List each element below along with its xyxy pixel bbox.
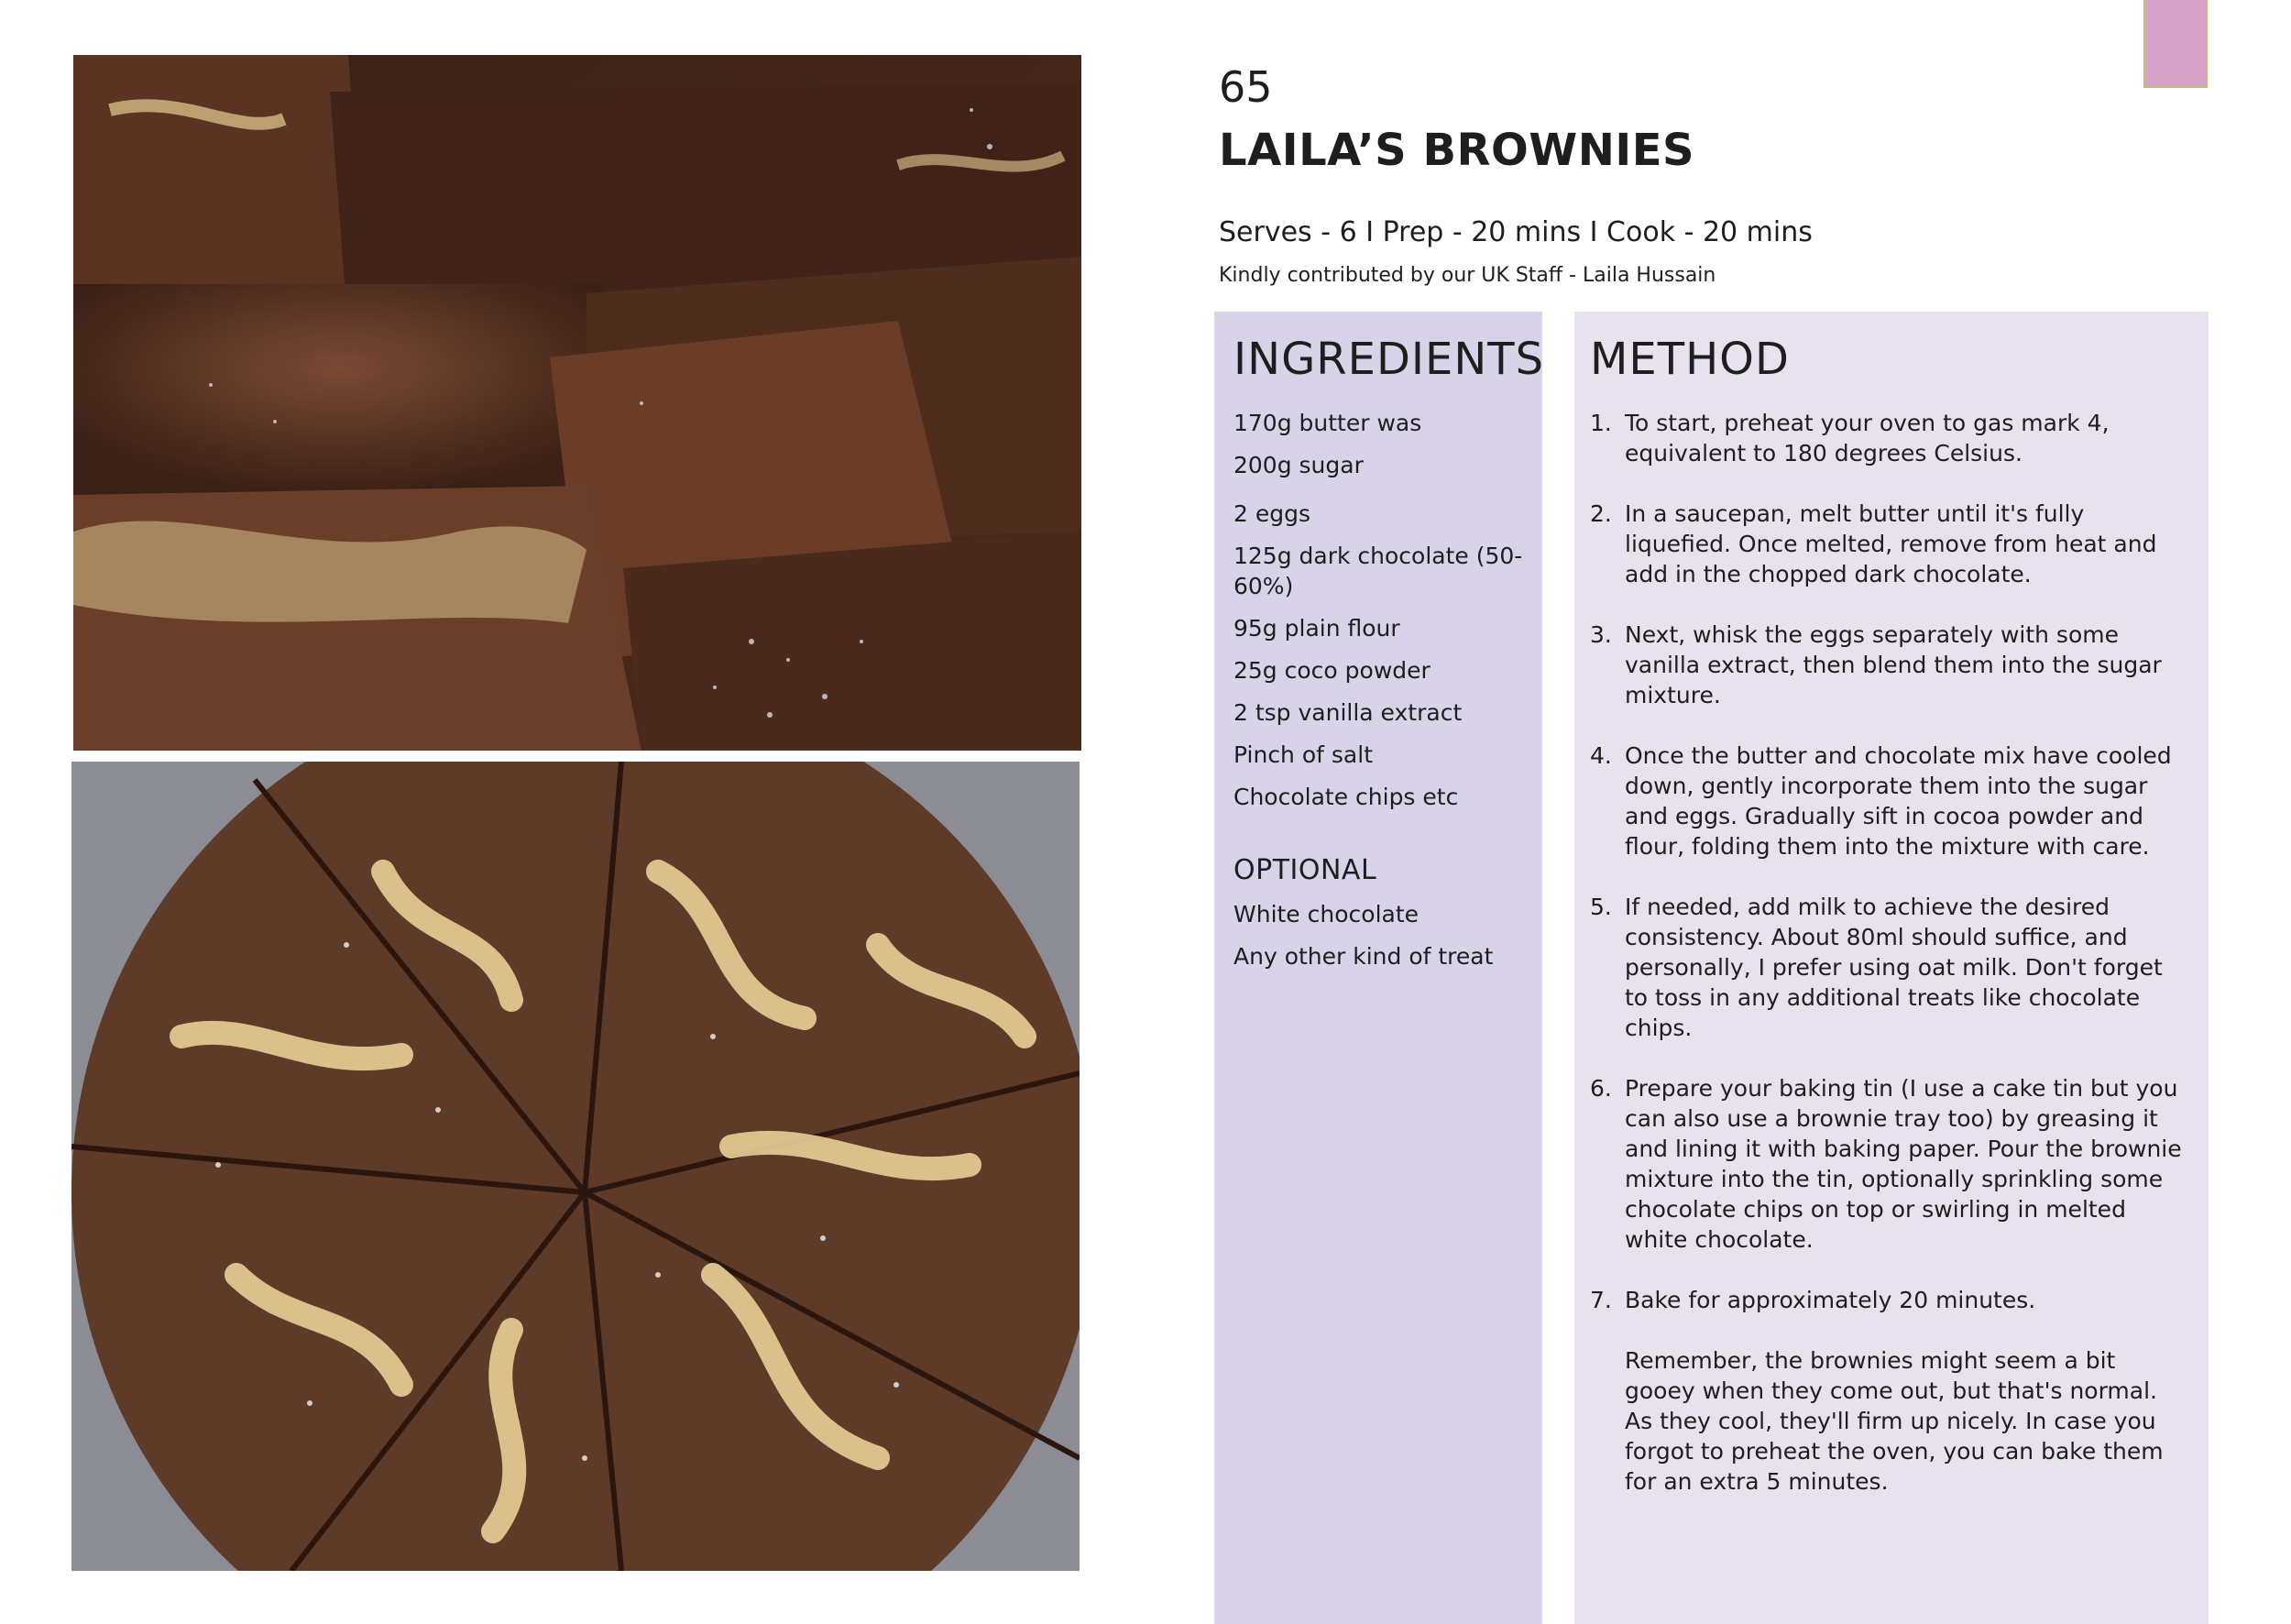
step-number: 7. [1590,1286,1612,1313]
step-text: Bake for approximately 20 minutes. [1625,1286,2036,1313]
step-text: To start, preheat your oven to gas mark 4, equivalent to 180 degrees Celsius. [1625,409,2110,466]
step-text: Once the butter and chocolate mix have cooled down, gently incorporate them into the sugar and eggs. Gradually sift in cocoa powder and flour, folding them into the mixture with care. [1625,741,2172,860]
ingredients-list [1233,408,1524,812]
optional-item: Any other kind of treat [1233,942,1494,970]
method-step [1590,499,2188,589]
ingredient-item: 95g plain flour [1233,614,1400,642]
method-step [1590,892,2188,1043]
ingredient-item: 170g butter was [1233,409,1422,436]
serves-prep-cook-line: Serves - 6 I Prep - 20 mins I Cook - 20 mins [1219,216,1813,248]
ingredient-item: 200g sugar [1233,451,1364,478]
method-step [1590,1073,2188,1255]
optional-list [1233,899,1524,971]
step-text: Next, whisk the eggs separately with some vanilla extract, then blend them into the sugar mixture. [1625,620,2162,708]
method-step [1590,620,2188,710]
step-text: If needed, add milk to achieve the desired consistency. About 80ml should suffice, and personally, I prefer using oat milk. Don't forget to toss in any additional treats like chocolate chips. [1625,893,2163,1041]
optional-heading: OPTIONAL [1233,853,1377,886]
brownie-stack-photo [73,55,1081,751]
step-number: 6. [1590,1074,1612,1102]
method-panel [1574,312,2209,1624]
recipe-title: LAILA’S BROWNIES [1219,125,1695,176]
method-note: Remember, the brownies might seem a bit gooey when they come out, but that's normal. As they cool, they'll firm up nicely. In case you forgot to preheat the oven, you can bake them for an extra 5 minutes. [1625,1346,2164,1495]
page-number: 65 [1219,62,1273,112]
ingredient-item: 2 eggs [1233,499,1310,527]
optional-item: White chocolate [1233,900,1420,927]
ingredient-item: Chocolate chips etc [1233,783,1459,810]
step-number: 3. [1590,620,1612,648]
method-step [1590,741,2188,861]
method-step [1590,1285,2188,1315]
method-steps [1590,408,2188,1315]
step-number: 4. [1590,741,1612,769]
step-number: 5. [1590,893,1612,920]
page-corner-tab [2143,0,2208,88]
ingredients-heading: INGREDIENTS [1233,334,1545,385]
method-heading: METHOD [1590,334,1790,385]
ingredient-item: Pinch of salt [1233,741,1373,768]
ingredients-panel [1214,312,1545,1624]
step-number: 1. [1590,409,1612,436]
method-step [1590,408,2188,468]
step-text: In a saucepan, melt butter until it's fully liquefied. Once melted, remove from heat and add in the chopped dark chocolate. [1625,499,2157,587]
swirled-brownie-photo [71,762,1080,1571]
ingredient-item: 25g coco powder [1233,656,1431,684]
step-text: Prepare your baking tin (I use a cake tin but you can also use a brownie tray too) by greasing it and lining it with baking paper. Pour the brownie mixture into the tin, optionally sprinkling some chocolate chips on top or swirling in melted white chocolate. [1625,1074,2182,1253]
ingredient-item: 125g dark chocolate (50-60%) [1233,542,1523,599]
ingredient-item: 2 tsp vanilla extract [1233,698,1463,726]
step-number: 2. [1590,499,1612,527]
contributor-credit: Kindly contributed by our UK Staff - Laila Hussain [1219,264,1716,287]
